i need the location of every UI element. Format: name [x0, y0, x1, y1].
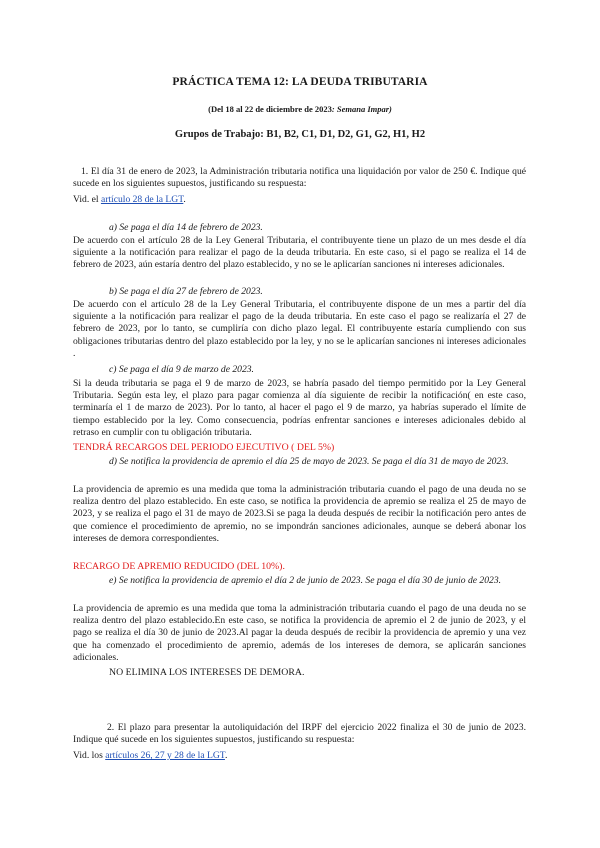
session-dates-range: (Del 18 al 22 de diciembre de 2023	[208, 104, 332, 114]
reference-prefix: Vid. los	[73, 750, 106, 761]
case-c-heading: c) Se paga el día 9 de marzo de 2023.	[109, 364, 254, 375]
case-e-interest-note: NO ELIMINA LOS INTERESES DE DEMORA.	[109, 667, 305, 678]
case-d-surcharge-note: RECARGO DE APREMIO REDUCIDO (DEL 10%).	[73, 561, 285, 572]
case-d-heading: d) Se notifica la providencia de apremio el día 25 de mayo de 2023. Se paga el día 31 de mayo de 2023.	[109, 456, 509, 467]
case-d-answer: La providencia de apremio es una medida que toma la administración tributaria cuando el pago de una deuda no se realiza dentro del plazo establecido. En este caso, se notifica la providencia de apremio se realiza el 25 de mayo de 2023, y se realiza el pago el 31 de mayo de 2023.Si se paga la deuda después de recibir la notificación pero antes de que comience el procedimiento de apremio, no se impondrán sanciones adicionales, aunque se deberá abonar los intereses de demora correspondientes.	[73, 484, 526, 544]
case-e-answer: La providencia de apremio es una medida que toma la administración tributaria cuando el pago de una deuda no se realiza dentro del plazo establecido.En este caso, se notifica la providencia de apremio el 2 de junio de 2023, y el pago se realiza el día 30 de junio de 2023.Al pagar la deuda después de recibir la providencia de apremio y una vez que ha comenzado el procedimiento de apremio, además de los intereses de demora, se aplicarán sanciones adicionales.	[73, 603, 526, 663]
article-28-link[interactable]: artículo 28 de la LGT	[100, 194, 184, 205]
question-1-statement: El día 31 de enero de 2023, la Administración tributaria notifica una liquidación por valor de 250 €. Indique qué sucede en los siguientes supuestos, justificando su respuesta:	[73, 166, 526, 190]
work-groups: Grupos de Trabajo: B1, B2, C1, D1, D2, G1, G2, H1, H2	[174, 129, 426, 140]
case-c-answer: Si la deuda tributaria se paga el 9 de marzo de 2023, se habría pasado del tiempo permitido por la Ley General Tributaria. Según esta ley, el plazo para pagar comienza al día siguiente de recibir la notificación( en este caso, terminaría el 1 de marzo de 2023). Por lo tanto, al hacer el pago el 9 de marzo, ya habrías superado el límite de tiempo establecido por la ley. Como consecuencia, podrías enfrentar sanciones e intereses adicionales debido al retraso en cumplir con tu obligación tributaria.	[73, 378, 526, 438]
case-a-heading: a) Se paga el día 14 de febrero de 2023.	[109, 222, 263, 233]
session-dates-week: : Semana Impar)	[331, 104, 392, 114]
case-e-heading: e) Se notifica la providencia de apremio el día 2 de junio de 2023. Se paga el día 30 de junio de 2023.	[109, 575, 502, 586]
reference-prefix: Vid. el	[73, 194, 101, 205]
reference-suffix: .	[224, 750, 228, 761]
question-2	[73, 722, 526, 746]
question-2-statement: El plazo para presentar la autoliquidación del IRPF del ejercicio 2022 finaliza el 30 de junio de 2023. Indique qué sucede en los siguientes supuestos, justificando su respuesta:	[73, 722, 526, 746]
case-b-answer: De acuerdo con el artículo 28 de la Ley General Tributaria, el contribuyente dispone de un mes a partir del día siguiente a la notificación para realizar el pago de la deuda tributaria. En este caso el pago se realizaría el 27 de febrero de 2023, por lo tanto, se cumpliría con dicho plazo legal. El contribuyente estaría cumpliendo con sus obligaciones tributarias dentro del plazo establecido por la ley, y no se le aplicarían sanciones ni intereses adicionales .	[73, 299, 526, 359]
case-c-surcharge-note: TENDRÁ RECARGOS DEL PERIODO EJECUTIVO ( DEL 5%)	[73, 442, 335, 453]
question-2-number: 2.	[107, 722, 115, 733]
case-b-heading: b) Se paga el día 27 de febrero de 2023.	[109, 286, 263, 297]
reference-suffix: .	[183, 194, 186, 205]
question-1	[73, 166, 526, 190]
articles-26-27-28-link[interactable]: artículos 26, 27 y 28 de la LGT	[105, 750, 225, 761]
page-title: PRÁCTICA TEMA 12: LA DEUDA TRIBUTARIA	[172, 76, 428, 88]
case-a-answer: De acuerdo con el artículo 28 de la Ley General Tributaria, el contribuyente tiene un plazo de un mes desde el día siguiente a la notificación para realizar el pago de la deuda tributaria. En este caso, si el pago se realiza el 14 de febrero de 2023, aún estaría dentro del plazo establecido, y no se le aplicarían sanciones ni intereses adicionales.	[73, 235, 526, 271]
question-2-reference	[73, 750, 526, 762]
question-1-number: 1.	[81, 166, 89, 177]
session-dates	[0, 104, 600, 114]
question-1-reference	[73, 194, 526, 206]
